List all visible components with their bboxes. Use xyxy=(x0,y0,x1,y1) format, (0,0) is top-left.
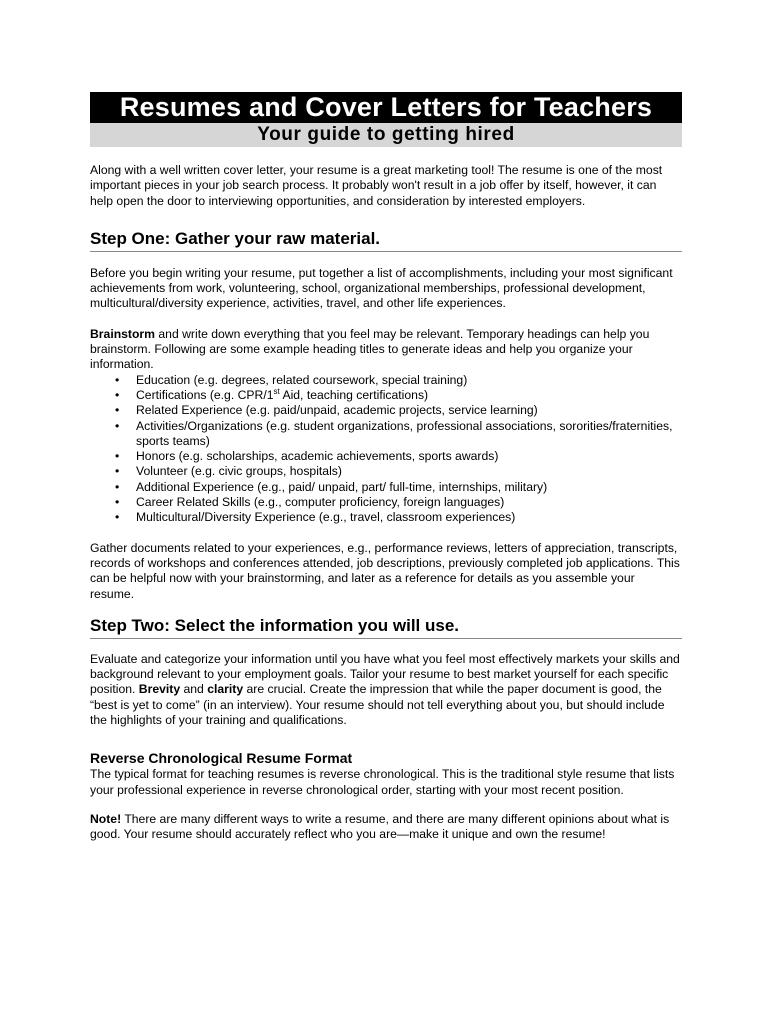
reverse-chronological-paragraph: The typical format for teaching resumes is reverse chronological. This is the traditional style resume that lists your professional experience in reverse chronological order, starting with your most recent position. xyxy=(90,767,675,797)
heading-ideas-list xyxy=(90,373,682,526)
document-subtitle: Your guide to getting hired xyxy=(90,123,682,147)
brainstorm-bold: Brainstorm xyxy=(90,326,156,341)
bullet-icon: • xyxy=(115,510,120,525)
bullet-icon: • xyxy=(115,495,120,510)
bullet-icon: • xyxy=(115,418,120,433)
bullet-icon: • xyxy=(115,464,120,479)
list-item: • Multicultural/Diversity Experience (e.g., travel, classroom experiences) xyxy=(115,510,516,525)
list-item: • Activities/Organizations (e.g. student organizations, professional associations, sororities/fraternities, sports teams) xyxy=(115,418,673,448)
list-item: • Volunteer (e.g. civic groups, hospitals) xyxy=(115,464,342,479)
bullet-icon: • xyxy=(115,449,120,464)
list-item: • Additional Experience (e.g., paid/ unpaid, part/ full-time, internships, military) xyxy=(115,479,548,494)
document-title: Resumes and Cover Letters for Teachers xyxy=(90,92,682,123)
list-item: • Honors (e.g. scholarships, academic achievements, sports awards) xyxy=(115,449,499,464)
brevity-bold: Brevity xyxy=(138,682,181,697)
brainstorm-text: and write down everything that you feel may be relevant. Temporary headings can help you brainstorm. Following are some example heading titles to generate ideas and help you organize your information. xyxy=(90,326,650,372)
step-one-heading: Step One: Gather your raw material. xyxy=(90,229,682,252)
step-two-heading: Step Two: Select the information you will use. xyxy=(90,616,682,639)
bullet-icon: • xyxy=(115,372,120,387)
reverse-chronological-heading: Reverse Chronological Resume Format xyxy=(90,750,353,767)
intro-paragraph: Along with a well written cover letter, your resume is a great marketing tool! The resume is one of the most important pieces in your job search process. It probably won't result in a job offer by itself, however, it can help open the door to interviewing opportunities, and consideration by interested employers. xyxy=(90,163,663,208)
list-item: • Related Experience (e.g. paid/unpaid, academic projects, service learning) xyxy=(115,403,538,418)
document-page xyxy=(90,92,682,843)
bullet-icon: • xyxy=(115,387,120,402)
bullet-icon: • xyxy=(115,403,120,418)
list-item: • Career Related Skills (e.g., computer proficiency, foreign languages) xyxy=(115,495,505,510)
note-bold: Note! xyxy=(90,811,122,826)
step-one-paragraph: Before you begin writing your resume, put together a list of accomplishments, including your most significant achievements from work, volunteering, school, organizational memberships, professional development, multicultural/diversity experience, activities, travel, and other life experiences. xyxy=(90,265,673,311)
bullet-icon: • xyxy=(115,479,120,494)
clarity-bold: clarity xyxy=(207,682,244,697)
note-paragraph xyxy=(90,812,682,843)
list-item: • Education (e.g. degrees, related coursework, special training) xyxy=(115,372,468,387)
gather-paragraph: Gather documents related to your experiences, e.g., performance reviews, letters of appreciation, transcripts, records of workshops and conferences attended, job descriptions, previously completed job applications. This can be helpful now with your brainstorming, and later as a reference for details as you assemble your resume. xyxy=(90,540,680,601)
list-item: • Certifications (e.g. CPR/1st Aid, teaching certifications) xyxy=(115,386,429,402)
note-text: There are many different ways to write a resume, and there are many different opinions about what is good. Your resume should accurately reflect who you are—make it unique and own the resume! xyxy=(90,811,670,842)
brainstorm-paragraph xyxy=(90,327,682,373)
step-two-paragraph: Evaluate and categorize your information until you have what you feel most effectively markets your skills and background relevant to your employment goals. Tailor your resume to best market yourself for each specific position. Brevity and clarity are crucial. Create the impression that while the paper document is good, the “best is yet to come” (in an interview). Your resume should not tell everything about you, but should include the highlights of your training and qualifications. xyxy=(90,651,680,728)
